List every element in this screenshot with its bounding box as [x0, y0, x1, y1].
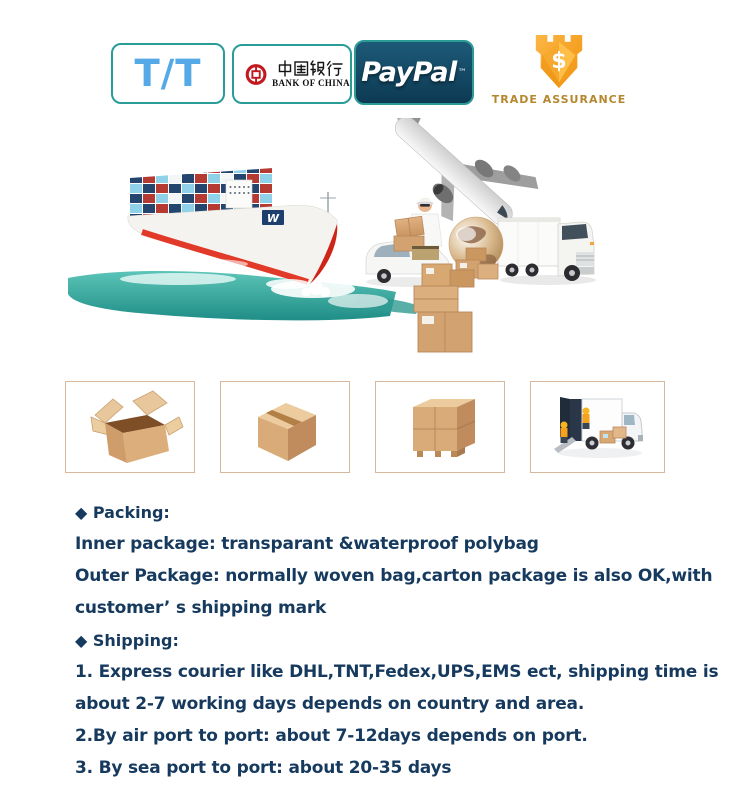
tt-payment-badge	[111, 43, 225, 104]
inner-package-line: Inner package: transparant &waterproof polybag	[75, 534, 539, 554]
outer-package-line-2: customer’ s shipping mark	[75, 598, 327, 618]
truck-loading-icon	[542, 387, 654, 467]
sea-water	[68, 271, 420, 320]
shipping-express-line-1: 1. Express courier like DHL,TNT,Fedex,UPS,EMS ect, shipping time is	[75, 662, 719, 682]
open-carton-icon	[75, 387, 185, 467]
trade-assurance-badge	[491, 34, 627, 106]
cargo-truck-illustration	[498, 218, 596, 285]
paypal-tm: ™	[457, 67, 467, 78]
bank-of-china-cn-characters-icon	[278, 60, 344, 77]
dollar-symbol: $	[551, 47, 567, 74]
trade-assurance-label: TRADE ASSURANCE	[491, 93, 627, 106]
shipping-air-line: 2.By air port to port: about 7-12days depends on port.	[75, 726, 588, 746]
packaging-frame-sealed-carton	[220, 381, 350, 473]
shipping-heading: ◆ Shipping:	[75, 630, 179, 650]
tt-label: T/T	[134, 52, 202, 95]
packing-shipping-text	[75, 496, 723, 784]
shipping-express-line-2: about 2-7 working days depends on country and area.	[75, 694, 585, 714]
packaging-frame-truck-loading	[530, 381, 665, 473]
packaging-frame-pallet-stack	[375, 381, 505, 473]
logistics-collage-illustration	[58, 118, 695, 368]
trade-assurance-icon	[530, 34, 588, 90]
packaging-frame-open-carton	[65, 381, 195, 473]
ship-hull-logo: W	[266, 212, 280, 225]
sealed-carton-icon	[230, 387, 340, 467]
outer-package-line-1: Outer Package: normally woven bag,carton package is also OK,with	[75, 566, 713, 586]
pallet-carton-icon	[385, 387, 495, 467]
bank-of-china-en-label: BANK OF CHINA	[272, 78, 350, 88]
bank-of-china-badge	[232, 44, 352, 104]
carton-box-stack	[414, 264, 474, 352]
courier-man-illustration	[394, 198, 442, 260]
bank-of-china-wordmark	[272, 60, 350, 88]
paypal-label: PayPal	[361, 57, 457, 88]
bank-of-china-coin-icon	[245, 60, 267, 89]
paypal-badge	[354, 40, 474, 105]
packing-heading: ◆ Packing:	[75, 502, 170, 522]
shipping-sea-line: 3. By sea port to port: about 20-35 days	[75, 758, 452, 778]
